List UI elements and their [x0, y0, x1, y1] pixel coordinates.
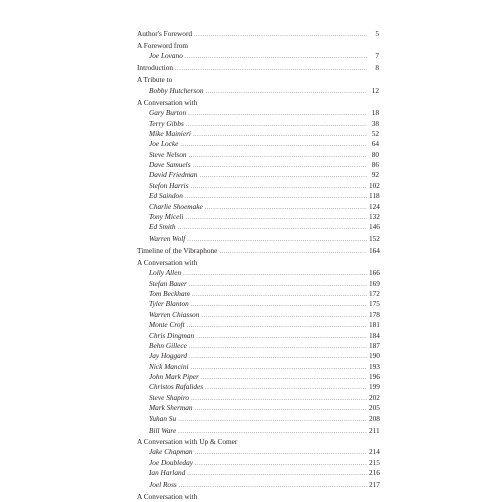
toc-page-number: 8: [375, 63, 379, 73]
toc-entry: [137, 426, 379, 436]
toc-page-number: 181: [369, 320, 380, 330]
toc-entry-label: Stefan Bauer: [149, 278, 187, 288]
toc-entry: [137, 351, 379, 361]
toc-entry: [137, 382, 379, 392]
toc-entry: [137, 468, 379, 478]
toc-entry-label: Monte Croft: [149, 320, 185, 330]
toc-entry: [137, 139, 379, 149]
toc-entry: [137, 222, 379, 232]
toc-entry: [137, 191, 379, 201]
toc-entry-label: Nick Mancini: [149, 361, 189, 371]
toc-entry-label: Joe Lovano: [149, 51, 183, 61]
toc-page-number: 102: [369, 180, 380, 190]
toc-entry-label: Bobby Hutcherson: [149, 85, 204, 95]
dot-leader: [206, 86, 367, 97]
toc-entry-label: Yuhan Su: [149, 413, 177, 423]
toc-page-number: 92: [371, 170, 379, 180]
toc-page-number: 86: [371, 160, 379, 170]
toc-entry-label: Dave Samuels: [149, 160, 191, 170]
toc-page-number: 7: [375, 51, 379, 61]
toc-entry: [137, 320, 379, 330]
toc-page-number: 146: [369, 222, 380, 232]
toc-page-number: 215: [369, 457, 380, 467]
dot-leader: [194, 29, 367, 40]
toc-entry: [137, 202, 379, 212]
toc-page-number: 64: [371, 139, 379, 149]
toc-entry-label: A Tribute to: [137, 75, 173, 85]
toc-page-number: 164: [369, 246, 380, 256]
toc-entry-label: Introduction: [137, 63, 174, 73]
toc-entry: [137, 212, 379, 222]
toc-entry-label: Steve Nelson: [149, 149, 187, 159]
toc-entry: [137, 51, 379, 61]
toc-entry: [137, 108, 379, 118]
toc-page-number: 175: [369, 299, 380, 309]
toc-entry-label: Lolly Allen: [149, 268, 182, 278]
toc-entry-label: Author's Foreword: [137, 29, 193, 38]
toc-entry-label: Ian Harland: [149, 468, 186, 478]
toc-entry-label: Tom Beckham: [149, 288, 190, 298]
toc-entry: [137, 458, 379, 468]
toc-page-number: 217: [369, 480, 380, 490]
toc-entry: [137, 480, 379, 490]
toc-page-number: 216: [369, 468, 380, 478]
toc-entry: [137, 372, 379, 382]
toc-entry-label: Steve Shapiro: [149, 392, 190, 402]
toc-page-number: 178: [369, 309, 380, 319]
toc-section-heading: [137, 98, 379, 108]
toc-entry-label: Warren Wolf: [149, 234, 186, 244]
toc-entry-label: Jake Chapman: [149, 447, 193, 457]
toc-page-number: 38: [371, 118, 379, 128]
toc-entry-label: A Conversation with Up & Comer: [137, 437, 238, 446]
toc-page-number: 184: [369, 330, 380, 340]
toc-entry-label: Gary Burton: [149, 108, 187, 118]
dot-leader: [187, 468, 367, 479]
toc-entry-label: Ed Saindon: [149, 191, 183, 201]
toc-entry-label: Stefon Harris: [149, 180, 189, 190]
toc-page-number: 172: [369, 288, 380, 298]
toc-page-number: 208: [369, 413, 380, 423]
toc-entry: [137, 341, 379, 351]
toc-entry-label: Joe Doubleday: [149, 457, 193, 467]
toc-entry-label: A Conversation with: [137, 491, 198, 501]
toc-entry: [137, 299, 379, 309]
toc-entry-label: Charlie Shoemake: [149, 201, 203, 211]
toc-page-number: 202: [369, 392, 380, 402]
dot-leader: [178, 222, 367, 233]
toc-entry-label: Bill Ware: [149, 425, 177, 435]
toc-entry: [137, 414, 379, 424]
toc-page-number: 166: [369, 268, 380, 278]
toc-section-heading: [137, 258, 379, 268]
toc-section-heading: [137, 437, 379, 447]
toc-page-number: 12: [371, 85, 379, 95]
dot-leader: [179, 480, 367, 491]
toc-entry-label: Tony Miceli: [149, 212, 184, 222]
dot-leader: [185, 51, 367, 62]
toc-section-heading: [137, 246, 379, 256]
toc-entry-label: Joe Locke: [149, 139, 179, 149]
toc-entry: [137, 181, 379, 191]
toc-page-number: 205: [369, 403, 380, 413]
toc-page-number: 199: [369, 382, 380, 392]
toc-page-number: 124: [369, 201, 380, 211]
toc-page-number: 118: [369, 191, 380, 201]
toc-entry: [137, 310, 379, 320]
toc-entry: [137, 279, 379, 289]
dot-leader: [187, 234, 367, 245]
toc-page-number: 132: [369, 212, 380, 222]
toc-page-number: 214: [369, 447, 380, 457]
toc-page-number: 196: [369, 372, 380, 382]
toc-entry-label: Timeline of the Vibraphone: [137, 246, 218, 256]
toc-entry-label: Warren Chiasson: [149, 309, 200, 319]
toc-entry-label: David Friedman: [149, 170, 198, 180]
dot-leader: [178, 426, 367, 437]
toc-page-number: 193: [369, 361, 380, 371]
table-of-contents: [137, 28, 379, 502]
toc-entry-label: A Conversation with: [137, 257, 198, 267]
toc-entry-label: John Mark Piper: [149, 372, 199, 382]
toc-entry: [137, 119, 379, 129]
toc-page-number: 80: [371, 149, 379, 159]
toc-page-number: 211: [369, 425, 380, 435]
toc-page-number: 187: [369, 340, 380, 350]
toc-section-heading: [137, 63, 379, 73]
toc-entry: [137, 289, 379, 299]
toc-entry: [137, 268, 379, 278]
toc-page-number: 18: [371, 108, 379, 118]
toc-page-number: 152: [369, 234, 380, 244]
toc-entry: [137, 403, 379, 413]
dot-leader: [178, 414, 367, 425]
toc-entry-label: A Foreword from: [137, 40, 189, 50]
toc-entry-label: Terry Gibbs: [149, 118, 184, 128]
toc-page-number: 5: [375, 29, 379, 38]
toc-entry: [137, 129, 379, 139]
toc-section-heading: [137, 75, 379, 85]
toc-entry-label: Ed Smith: [149, 222, 176, 232]
toc-entry-label: Jay Hoggard: [149, 351, 188, 361]
toc-entry: [137, 170, 379, 180]
toc-entry: [137, 234, 379, 244]
toc-entry: [137, 160, 379, 170]
toc-entry-label: Mike Mainieri: [149, 128, 191, 138]
toc-entry-label: Mark Sherman: [149, 403, 193, 413]
toc-section-heading: [137, 29, 379, 39]
toc-entry-label: Christos Rafalides: [149, 382, 204, 392]
toc-entry-label: Behn Gillece: [149, 340, 187, 350]
toc-page-number: 190: [369, 351, 380, 361]
dot-leader: [219, 246, 367, 257]
toc-entry-label: Tyler Blanton: [149, 299, 189, 309]
toc-entry: [137, 362, 379, 372]
dot-leader: [175, 63, 367, 74]
toc-section-heading: [137, 492, 379, 502]
toc-entry: [137, 86, 379, 96]
toc-entry: [137, 447, 379, 457]
toc-entry: [137, 150, 379, 160]
toc-entry-label: A Conversation with: [137, 97, 198, 107]
toc-section-heading: [137, 41, 379, 51]
toc-page-number: 169: [369, 278, 380, 288]
toc-entry-label: Chris Dingman: [149, 330, 195, 340]
toc-entry: [137, 393, 379, 403]
toc-entry-label: Joel Ross: [149, 480, 177, 490]
toc-page-number: 52: [371, 128, 379, 138]
toc-entry: [137, 331, 379, 341]
